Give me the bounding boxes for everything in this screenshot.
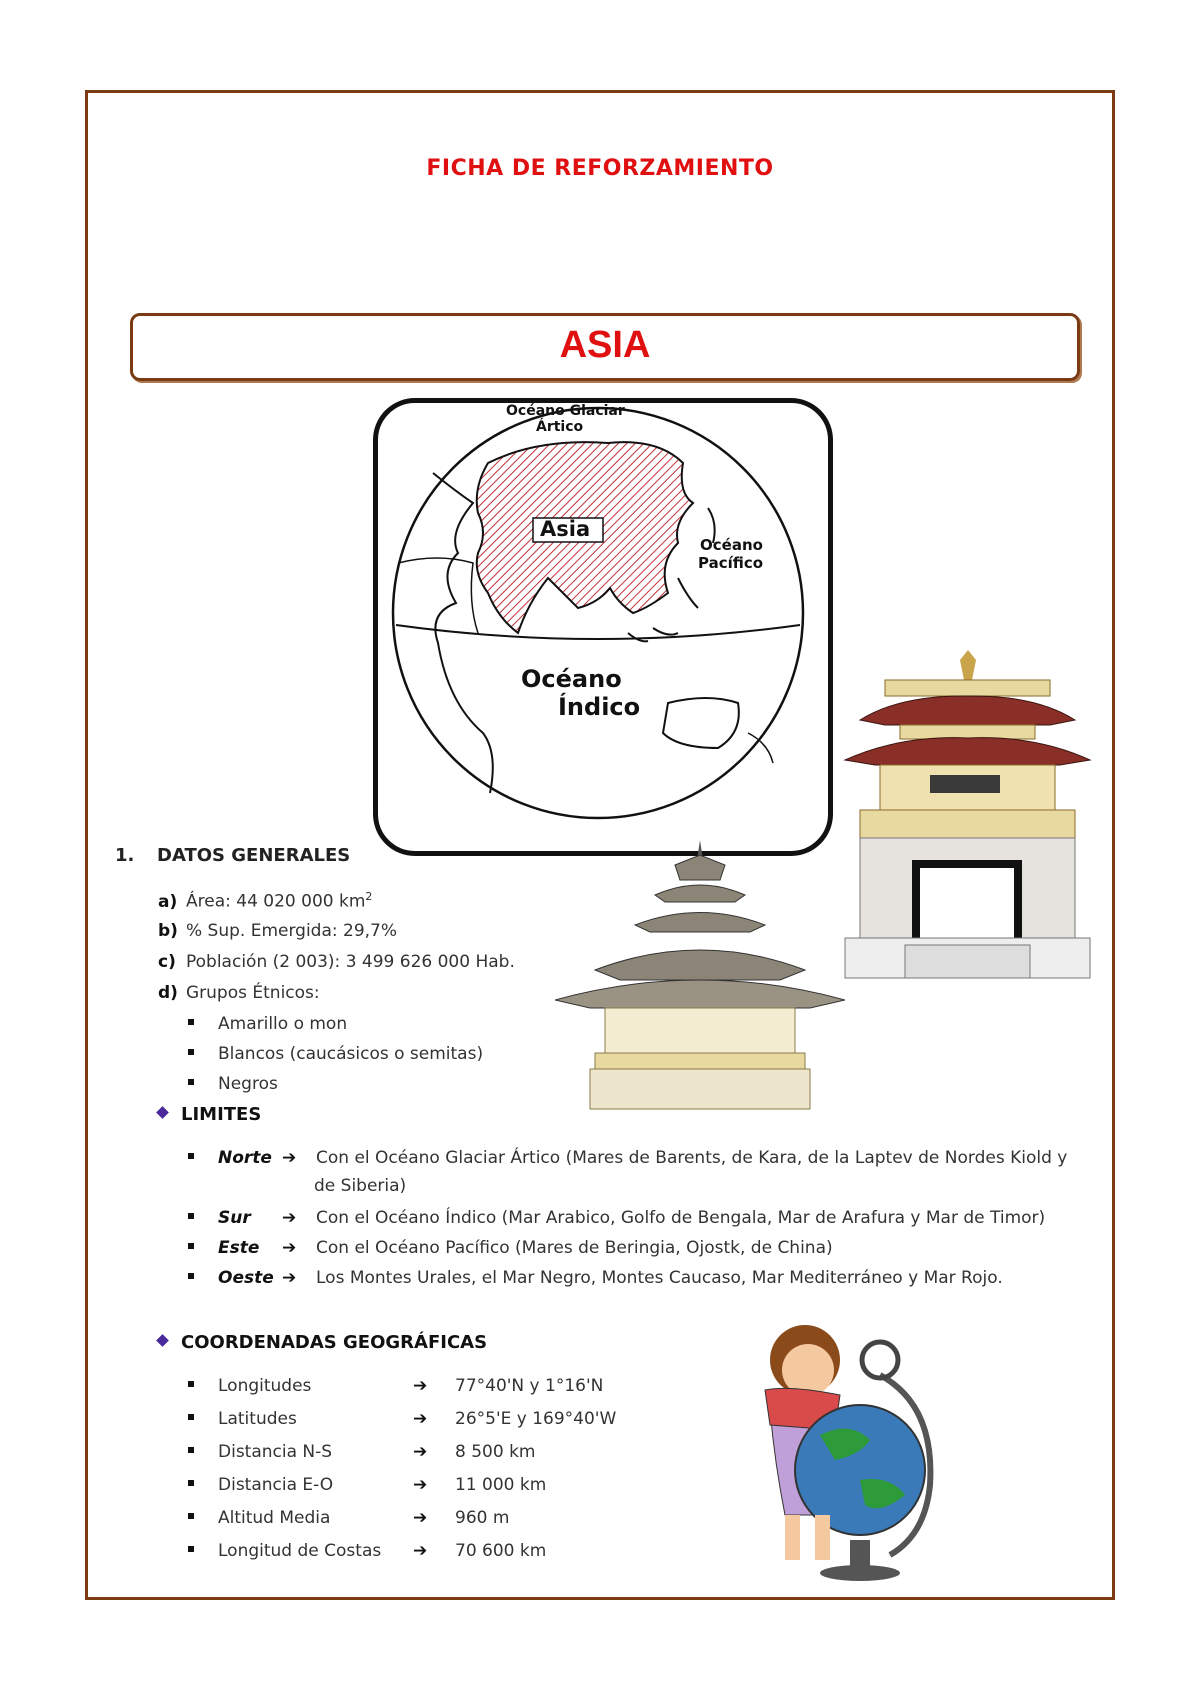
square-bullet-icon <box>188 1447 194 1453</box>
arrow-right-icon: ➔ <box>282 1238 297 1258</box>
square-bullet-icon <box>188 1381 194 1387</box>
square-bullet-icon <box>188 1273 194 1279</box>
coord-row: Latitudes ➔ 26°5'E y 169°40'W <box>188 1409 616 1429</box>
map-label-oceano-indico-1: Océano <box>521 665 622 693</box>
square-bullet-icon <box>188 1213 194 1219</box>
map-label-artico: Ártico <box>536 419 584 435</box>
limit-row-oeste: Oeste ➔ Los Montes Urales, el Mar Negro, Montes Caucaso, Mar Mediterráneo y Mar Rojo. <box>188 1268 1003 1288</box>
arrow-right-icon: ➔ <box>413 1508 428 1528</box>
square-bullet-icon <box>188 1513 194 1519</box>
coord-row: Longitud de Costas ➔ 70 600 km <box>188 1541 546 1561</box>
map-label-pacifico: Pacífico <box>698 554 764 572</box>
coord-row: Distancia E-O ➔ 11 000 km <box>188 1475 546 1495</box>
square-bullet-icon <box>188 1414 194 1420</box>
arrow-right-icon: ➔ <box>413 1475 428 1495</box>
square-bullet-icon <box>188 1019 194 1025</box>
square-bullet-icon <box>188 1480 194 1486</box>
datos-item-d: d) Grupos Étnicos: <box>158 983 320 1003</box>
girl-with-globe-illustration <box>730 1315 960 1585</box>
square-bullet-icon <box>188 1243 194 1249</box>
worksheet-title: FICHA DE REFORZAMIENTO <box>426 156 774 181</box>
datos-item-b: b) % Sup. Emergida: 29,7% <box>158 921 398 941</box>
square-bullet-icon <box>188 1049 194 1055</box>
arrow-right-icon: ➔ <box>413 1442 428 1462</box>
ethnic-item: Negros <box>188 1074 278 1094</box>
coord-row: Distancia N-S ➔ 8 500 km <box>188 1442 535 1462</box>
asia-title-box <box>130 313 1080 381</box>
diamond-bullet-icon <box>156 1334 169 1347</box>
map-label-glacier: Océano Glaciar <box>506 403 625 419</box>
tower-pagoda-illustration <box>555 840 845 1110</box>
arrow-right-icon: ➔ <box>282 1208 297 1228</box>
square-bullet-icon <box>188 1153 194 1159</box>
coord-row: Longitudes ➔ 77°40'N y 1°16'N <box>188 1376 603 1396</box>
limit-row-norte: Norte ➔ Con el Océano Glaciar Ártico (Mares de Barents, de Kara, de la Laptev de Nordes Kiold y <box>188 1148 1067 1168</box>
limit-row-este: Este ➔ Con el Océano Pacífico (Mares de Beringia, Ojostk, de China) <box>188 1238 833 1258</box>
limit-row-norte-cont: de Siberia) <box>314 1176 407 1196</box>
section-datos-generales <box>115 845 350 866</box>
coord-row: Altitud Media ➔ 960 m <box>188 1508 509 1528</box>
square-bullet-icon <box>188 1546 194 1552</box>
section-coordenadas: COORDENADAS GEOGRÁFICAS <box>158 1332 487 1353</box>
arrow-right-icon: ➔ <box>282 1148 297 1168</box>
map-label-indico: Índico <box>558 693 641 721</box>
globe-drawing <box>378 403 828 851</box>
section-limites: LIMITES <box>158 1104 261 1125</box>
ethnic-item: Amarillo o mon <box>188 1014 347 1034</box>
diamond-bullet-icon <box>156 1106 169 1119</box>
datos-item-c: c) Población (2 003): 3 499 626 000 Hab. <box>158 952 515 972</box>
limit-row-sur: Sur ➔ Con el Océano Índico (Mar Arabico, Golfo de Bengala, Mar de Arafura y Mar de Timor) <box>188 1208 1045 1228</box>
arrow-right-icon: ➔ <box>413 1409 428 1429</box>
map-label-oceano-pacifico-1: Océano <box>700 536 763 554</box>
map-label-asia: Asia <box>540 517 591 541</box>
asia-globe-map <box>373 398 833 856</box>
gate-pagoda-illustration <box>840 650 1095 990</box>
arrow-right-icon: ➔ <box>413 1541 428 1561</box>
arrow-right-icon: ➔ <box>413 1376 428 1396</box>
section-number: 1. <box>115 845 135 866</box>
section-heading: DATOS GENERALES <box>157 845 351 866</box>
ethnic-item: Blancos (caucásicos o semitas) <box>188 1044 483 1064</box>
square-bullet-icon <box>188 1079 194 1085</box>
asia-title: ASIA <box>559 324 651 366</box>
datos-item-a: a) Área: 44 020 000 $km^2$ <box>158 890 373 912</box>
arrow-right-icon: ➔ <box>282 1268 297 1288</box>
